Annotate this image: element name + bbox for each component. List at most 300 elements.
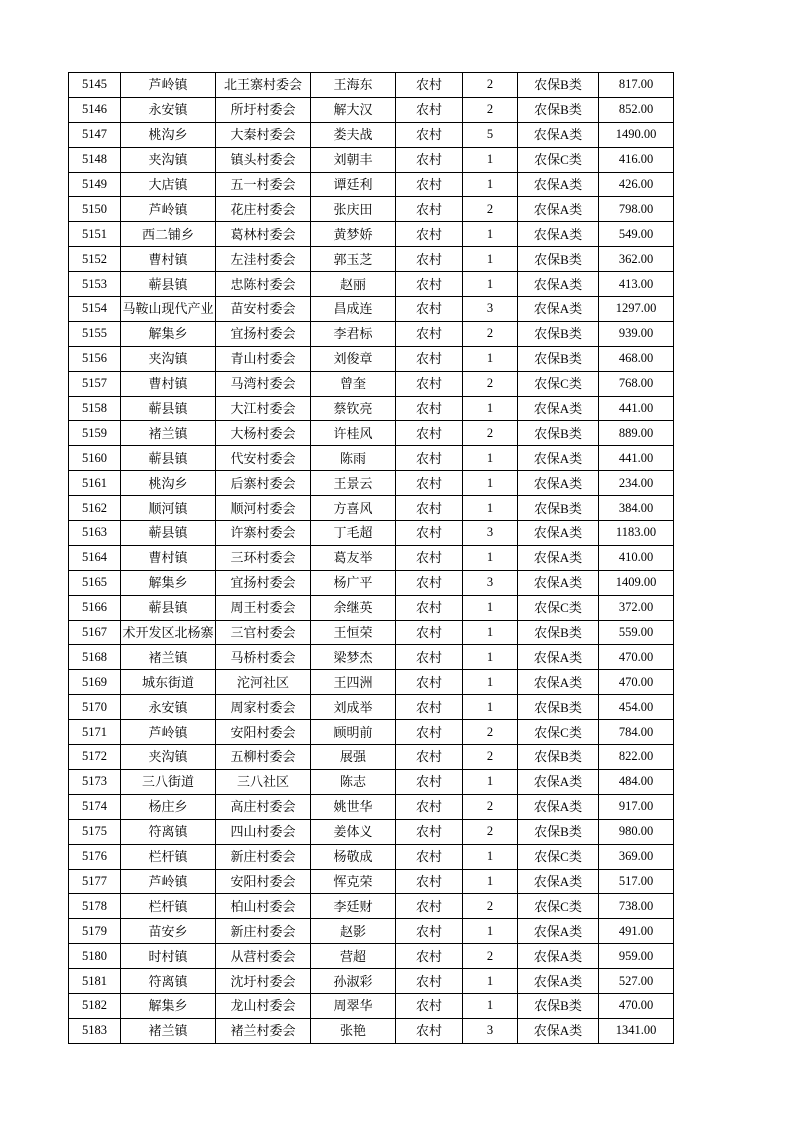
insurance-category-cell: 农保C类 bbox=[518, 894, 599, 919]
table-row bbox=[69, 794, 674, 819]
insurance-category-cell: 农保C类 bbox=[518, 720, 599, 745]
row-id-cell: 5179 bbox=[69, 919, 121, 944]
beneficiary-table bbox=[68, 72, 674, 1044]
insurance-category-cell: 农保A类 bbox=[518, 919, 599, 944]
person-name-cell: 许桂风 bbox=[311, 421, 396, 446]
household-size-cell: 1 bbox=[463, 769, 518, 794]
person-name-cell: 梁梦杰 bbox=[311, 645, 396, 670]
person-name-cell: 王景云 bbox=[311, 471, 396, 496]
township-cell: 褚兰镇 bbox=[121, 1018, 216, 1043]
household-size-cell: 3 bbox=[463, 521, 518, 546]
table-row bbox=[69, 745, 674, 770]
township-cell: 解集乡 bbox=[121, 321, 216, 346]
village-cell: 忠陈村委会 bbox=[216, 272, 311, 297]
amount-cell: 384.00 bbox=[599, 496, 674, 521]
row-id-cell: 5162 bbox=[69, 496, 121, 521]
township-cell: 蕲县镇 bbox=[121, 446, 216, 471]
household-type-cell: 农村 bbox=[396, 769, 463, 794]
township-cell: 曹村镇 bbox=[121, 247, 216, 272]
household-type-cell: 农村 bbox=[396, 1018, 463, 1043]
insurance-category-cell: 农保A类 bbox=[518, 944, 599, 969]
household-type-cell: 农村 bbox=[396, 620, 463, 645]
village-cell: 五一村委会 bbox=[216, 172, 311, 197]
township-cell: 马鞍山现代产业 bbox=[121, 297, 216, 322]
insurance-category-cell: 农保A类 bbox=[518, 197, 599, 222]
row-id-cell: 5181 bbox=[69, 969, 121, 994]
village-cell: 安阳村委会 bbox=[216, 720, 311, 745]
person-name-cell: 李廷财 bbox=[311, 894, 396, 919]
person-name-cell: 孙淑彩 bbox=[311, 969, 396, 994]
row-id-cell: 5145 bbox=[69, 73, 121, 98]
village-cell: 三环村委会 bbox=[216, 545, 311, 570]
household-type-cell: 农村 bbox=[396, 944, 463, 969]
person-name-cell: 周翠华 bbox=[311, 993, 396, 1018]
village-cell: 许寨村委会 bbox=[216, 521, 311, 546]
person-name-cell: 昌成连 bbox=[311, 297, 396, 322]
village-cell: 左洼村委会 bbox=[216, 247, 311, 272]
village-cell: 周王村委会 bbox=[216, 595, 311, 620]
township-cell: 杨庄乡 bbox=[121, 794, 216, 819]
amount-cell: 738.00 bbox=[599, 894, 674, 919]
township-cell: 蕲县镇 bbox=[121, 521, 216, 546]
household-size-cell: 1 bbox=[463, 471, 518, 496]
amount-cell: 980.00 bbox=[599, 819, 674, 844]
table-row bbox=[69, 1018, 674, 1043]
household-size-cell: 2 bbox=[463, 720, 518, 745]
table-row bbox=[69, 247, 674, 272]
township-cell: 蕲县镇 bbox=[121, 396, 216, 421]
row-id-cell: 5170 bbox=[69, 695, 121, 720]
household-size-cell: 1 bbox=[463, 993, 518, 1018]
household-size-cell: 1 bbox=[463, 869, 518, 894]
household-type-cell: 农村 bbox=[396, 172, 463, 197]
household-size-cell: 2 bbox=[463, 794, 518, 819]
person-name-cell: 王四洲 bbox=[311, 670, 396, 695]
insurance-category-cell: 农保B类 bbox=[518, 993, 599, 1018]
row-id-cell: 5171 bbox=[69, 720, 121, 745]
insurance-category-cell: 农保A类 bbox=[518, 396, 599, 421]
insurance-category-cell: 农保A类 bbox=[518, 521, 599, 546]
row-id-cell: 5150 bbox=[69, 197, 121, 222]
insurance-category-cell: 农保A类 bbox=[518, 122, 599, 147]
row-id-cell: 5156 bbox=[69, 346, 121, 371]
village-cell: 四山村委会 bbox=[216, 819, 311, 844]
insurance-category-cell: 农保B类 bbox=[518, 745, 599, 770]
village-cell: 顺河村委会 bbox=[216, 496, 311, 521]
row-id-cell: 5159 bbox=[69, 421, 121, 446]
row-id-cell: 5155 bbox=[69, 321, 121, 346]
township-cell: 大店镇 bbox=[121, 172, 216, 197]
row-id-cell: 5178 bbox=[69, 894, 121, 919]
insurance-category-cell: 农保B类 bbox=[518, 620, 599, 645]
village-cell: 三八社区 bbox=[216, 769, 311, 794]
table-row bbox=[69, 496, 674, 521]
village-cell: 宜扬村委会 bbox=[216, 570, 311, 595]
person-name-cell: 杨敬成 bbox=[311, 844, 396, 869]
household-type-cell: 农村 bbox=[396, 894, 463, 919]
amount-cell: 372.00 bbox=[599, 595, 674, 620]
person-name-cell: 顾明前 bbox=[311, 720, 396, 745]
household-type-cell: 农村 bbox=[396, 570, 463, 595]
township-cell: 曹村镇 bbox=[121, 545, 216, 570]
household-size-cell: 1 bbox=[463, 969, 518, 994]
household-size-cell: 1 bbox=[463, 645, 518, 670]
person-name-cell: 姚世华 bbox=[311, 794, 396, 819]
row-id-cell: 5165 bbox=[69, 570, 121, 595]
row-id-cell: 5157 bbox=[69, 371, 121, 396]
household-type-cell: 农村 bbox=[396, 595, 463, 620]
household-type-cell: 农村 bbox=[396, 521, 463, 546]
township-cell: 苗安乡 bbox=[121, 919, 216, 944]
table-row bbox=[69, 919, 674, 944]
household-size-cell: 1 bbox=[463, 396, 518, 421]
village-cell: 苗安村委会 bbox=[216, 297, 311, 322]
row-id-cell: 5172 bbox=[69, 745, 121, 770]
amount-cell: 413.00 bbox=[599, 272, 674, 297]
insurance-category-cell: 农保A类 bbox=[518, 645, 599, 670]
household-size-cell: 1 bbox=[463, 695, 518, 720]
row-id-cell: 5149 bbox=[69, 172, 121, 197]
village-cell: 安阳村委会 bbox=[216, 869, 311, 894]
household-type-cell: 农村 bbox=[396, 396, 463, 421]
household-type-cell: 农村 bbox=[396, 869, 463, 894]
table-body bbox=[69, 73, 674, 1044]
person-name-cell: 赵影 bbox=[311, 919, 396, 944]
amount-cell: 1341.00 bbox=[599, 1018, 674, 1043]
row-id-cell: 5177 bbox=[69, 869, 121, 894]
table-row bbox=[69, 670, 674, 695]
household-size-cell: 5 bbox=[463, 122, 518, 147]
township-cell: 蕲县镇 bbox=[121, 272, 216, 297]
household-type-cell: 农村 bbox=[396, 645, 463, 670]
row-id-cell: 5167 bbox=[69, 620, 121, 645]
household-type-cell: 农村 bbox=[396, 720, 463, 745]
insurance-category-cell: 农保B类 bbox=[518, 695, 599, 720]
village-cell: 沈圩村委会 bbox=[216, 969, 311, 994]
household-size-cell: 1 bbox=[463, 620, 518, 645]
insurance-category-cell: 农保B类 bbox=[518, 496, 599, 521]
township-cell: 芦岭镇 bbox=[121, 197, 216, 222]
household-size-cell: 2 bbox=[463, 421, 518, 446]
row-id-cell: 5152 bbox=[69, 247, 121, 272]
table-row bbox=[69, 197, 674, 222]
amount-cell: 454.00 bbox=[599, 695, 674, 720]
row-id-cell: 5173 bbox=[69, 769, 121, 794]
township-cell: 芦岭镇 bbox=[121, 73, 216, 98]
person-name-cell: 郭玉芝 bbox=[311, 247, 396, 272]
household-type-cell: 农村 bbox=[396, 969, 463, 994]
row-id-cell: 5153 bbox=[69, 272, 121, 297]
table-row bbox=[69, 446, 674, 471]
insurance-category-cell: 农保B类 bbox=[518, 247, 599, 272]
village-cell: 龙山村委会 bbox=[216, 993, 311, 1018]
amount-cell: 889.00 bbox=[599, 421, 674, 446]
township-cell: 解集乡 bbox=[121, 570, 216, 595]
insurance-category-cell: 农保A类 bbox=[518, 969, 599, 994]
household-size-cell: 2 bbox=[463, 197, 518, 222]
amount-cell: 768.00 bbox=[599, 371, 674, 396]
insurance-category-cell: 农保A类 bbox=[518, 172, 599, 197]
table-row bbox=[69, 97, 674, 122]
amount-cell: 817.00 bbox=[599, 73, 674, 98]
household-type-cell: 农村 bbox=[396, 122, 463, 147]
table-row bbox=[69, 844, 674, 869]
township-cell: 符离镇 bbox=[121, 969, 216, 994]
amount-cell: 369.00 bbox=[599, 844, 674, 869]
table-row bbox=[69, 894, 674, 919]
amount-cell: 517.00 bbox=[599, 869, 674, 894]
table-row bbox=[69, 720, 674, 745]
household-size-cell: 1 bbox=[463, 670, 518, 695]
insurance-category-cell: 农保A类 bbox=[518, 297, 599, 322]
household-type-cell: 农村 bbox=[396, 297, 463, 322]
township-cell: 芦岭镇 bbox=[121, 869, 216, 894]
household-size-cell: 1 bbox=[463, 272, 518, 297]
village-cell: 新庄村委会 bbox=[216, 844, 311, 869]
township-cell: 术开发区北杨寨 bbox=[121, 620, 216, 645]
household-size-cell: 1 bbox=[463, 919, 518, 944]
household-size-cell: 3 bbox=[463, 297, 518, 322]
table-row bbox=[69, 321, 674, 346]
person-name-cell: 张艳 bbox=[311, 1018, 396, 1043]
insurance-category-cell: 农保B类 bbox=[518, 97, 599, 122]
row-id-cell: 5146 bbox=[69, 97, 121, 122]
village-cell: 大江村委会 bbox=[216, 396, 311, 421]
person-name-cell: 李君标 bbox=[311, 321, 396, 346]
village-cell: 葛林村委会 bbox=[216, 222, 311, 247]
table-row bbox=[69, 172, 674, 197]
township-cell: 桃沟乡 bbox=[121, 471, 216, 496]
household-size-cell: 2 bbox=[463, 944, 518, 969]
table-row bbox=[69, 769, 674, 794]
township-cell: 顺河镇 bbox=[121, 496, 216, 521]
household-type-cell: 农村 bbox=[396, 794, 463, 819]
amount-cell: 939.00 bbox=[599, 321, 674, 346]
row-id-cell: 5158 bbox=[69, 396, 121, 421]
household-size-cell: 2 bbox=[463, 894, 518, 919]
household-size-cell: 2 bbox=[463, 97, 518, 122]
insurance-category-cell: 农保A类 bbox=[518, 570, 599, 595]
row-id-cell: 5174 bbox=[69, 794, 121, 819]
table-row bbox=[69, 620, 674, 645]
insurance-category-cell: 农保B类 bbox=[518, 346, 599, 371]
person-name-cell: 姜体义 bbox=[311, 819, 396, 844]
amount-cell: 410.00 bbox=[599, 545, 674, 570]
household-size-cell: 1 bbox=[463, 147, 518, 172]
household-type-cell: 农村 bbox=[396, 919, 463, 944]
amount-cell: 470.00 bbox=[599, 670, 674, 695]
person-name-cell: 黄梦娇 bbox=[311, 222, 396, 247]
household-type-cell: 农村 bbox=[396, 346, 463, 371]
amount-cell: 959.00 bbox=[599, 944, 674, 969]
row-id-cell: 5147 bbox=[69, 122, 121, 147]
amount-cell: 441.00 bbox=[599, 446, 674, 471]
township-cell: 夹沟镇 bbox=[121, 745, 216, 770]
person-name-cell: 娄夫战 bbox=[311, 122, 396, 147]
household-type-cell: 农村 bbox=[396, 496, 463, 521]
amount-cell: 1490.00 bbox=[599, 122, 674, 147]
household-size-cell: 1 bbox=[463, 222, 518, 247]
person-name-cell: 葛友举 bbox=[311, 545, 396, 570]
village-cell: 镇头村委会 bbox=[216, 147, 311, 172]
village-cell: 大秦村委会 bbox=[216, 122, 311, 147]
insurance-category-cell: 农保A类 bbox=[518, 545, 599, 570]
household-type-cell: 农村 bbox=[396, 272, 463, 297]
table-row bbox=[69, 272, 674, 297]
insurance-category-cell: 农保A类 bbox=[518, 869, 599, 894]
person-name-cell: 谭廷利 bbox=[311, 172, 396, 197]
township-cell: 栏杆镇 bbox=[121, 844, 216, 869]
table-row bbox=[69, 645, 674, 670]
amount-cell: 549.00 bbox=[599, 222, 674, 247]
row-id-cell: 5168 bbox=[69, 645, 121, 670]
township-cell: 三八街道 bbox=[121, 769, 216, 794]
table-row bbox=[69, 297, 674, 322]
village-cell: 马湾村委会 bbox=[216, 371, 311, 396]
person-name-cell: 恽克荣 bbox=[311, 869, 396, 894]
household-size-cell: 2 bbox=[463, 371, 518, 396]
household-type-cell: 农村 bbox=[396, 421, 463, 446]
village-cell: 后寨村委会 bbox=[216, 471, 311, 496]
row-id-cell: 5176 bbox=[69, 844, 121, 869]
village-cell: 大杨村委会 bbox=[216, 421, 311, 446]
household-type-cell: 农村 bbox=[396, 993, 463, 1018]
person-name-cell: 陈志 bbox=[311, 769, 396, 794]
row-id-cell: 5151 bbox=[69, 222, 121, 247]
amount-cell: 234.00 bbox=[599, 471, 674, 496]
table-row bbox=[69, 869, 674, 894]
amount-cell: 822.00 bbox=[599, 745, 674, 770]
table-row bbox=[69, 122, 674, 147]
township-cell: 永安镇 bbox=[121, 695, 216, 720]
village-cell: 沱河社区 bbox=[216, 670, 311, 695]
amount-cell: 416.00 bbox=[599, 147, 674, 172]
village-cell: 马桥村委会 bbox=[216, 645, 311, 670]
household-type-cell: 农村 bbox=[396, 73, 463, 98]
household-type-cell: 农村 bbox=[396, 197, 463, 222]
person-name-cell: 刘俊章 bbox=[311, 346, 396, 371]
township-cell: 符离镇 bbox=[121, 819, 216, 844]
row-id-cell: 5164 bbox=[69, 545, 121, 570]
household-size-cell: 1 bbox=[463, 545, 518, 570]
household-type-cell: 农村 bbox=[396, 371, 463, 396]
table-row bbox=[69, 545, 674, 570]
row-id-cell: 5180 bbox=[69, 944, 121, 969]
insurance-category-cell: 农保B类 bbox=[518, 321, 599, 346]
row-id-cell: 5166 bbox=[69, 595, 121, 620]
insurance-category-cell: 农保A类 bbox=[518, 222, 599, 247]
row-id-cell: 5154 bbox=[69, 297, 121, 322]
township-cell: 褚兰镇 bbox=[121, 421, 216, 446]
table-row bbox=[69, 570, 674, 595]
amount-cell: 784.00 bbox=[599, 720, 674, 745]
village-cell: 代安村委会 bbox=[216, 446, 311, 471]
insurance-category-cell: 农保A类 bbox=[518, 272, 599, 297]
row-id-cell: 5161 bbox=[69, 471, 121, 496]
township-cell: 曹村镇 bbox=[121, 371, 216, 396]
household-size-cell: 1 bbox=[463, 595, 518, 620]
household-type-cell: 农村 bbox=[396, 819, 463, 844]
row-id-cell: 5175 bbox=[69, 819, 121, 844]
village-cell: 三官村委会 bbox=[216, 620, 311, 645]
person-name-cell: 杨广平 bbox=[311, 570, 396, 595]
household-size-cell: 1 bbox=[463, 844, 518, 869]
village-cell: 北王寨村委会 bbox=[216, 73, 311, 98]
person-name-cell: 丁毛超 bbox=[311, 521, 396, 546]
township-cell: 夹沟镇 bbox=[121, 346, 216, 371]
row-id-cell: 5148 bbox=[69, 147, 121, 172]
village-cell: 宜扬村委会 bbox=[216, 321, 311, 346]
row-id-cell: 5169 bbox=[69, 670, 121, 695]
township-cell: 桃沟乡 bbox=[121, 122, 216, 147]
amount-cell: 559.00 bbox=[599, 620, 674, 645]
amount-cell: 426.00 bbox=[599, 172, 674, 197]
township-cell: 解集乡 bbox=[121, 993, 216, 1018]
amount-cell: 470.00 bbox=[599, 645, 674, 670]
person-name-cell: 陈雨 bbox=[311, 446, 396, 471]
insurance-category-cell: 农保B类 bbox=[518, 819, 599, 844]
person-name-cell: 营超 bbox=[311, 944, 396, 969]
amount-cell: 441.00 bbox=[599, 396, 674, 421]
village-cell: 高庄村委会 bbox=[216, 794, 311, 819]
household-size-cell: 3 bbox=[463, 570, 518, 595]
person-name-cell: 展强 bbox=[311, 745, 396, 770]
household-type-cell: 农村 bbox=[396, 222, 463, 247]
insurance-category-cell: 农保A类 bbox=[518, 1018, 599, 1043]
household-type-cell: 农村 bbox=[396, 446, 463, 471]
table-row bbox=[69, 993, 674, 1018]
person-name-cell: 王海东 bbox=[311, 73, 396, 98]
person-name-cell: 赵丽 bbox=[311, 272, 396, 297]
household-type-cell: 农村 bbox=[396, 670, 463, 695]
township-cell: 夹沟镇 bbox=[121, 147, 216, 172]
township-cell: 栏杆镇 bbox=[121, 894, 216, 919]
township-cell: 褚兰镇 bbox=[121, 645, 216, 670]
household-size-cell: 3 bbox=[463, 1018, 518, 1043]
row-id-cell: 5163 bbox=[69, 521, 121, 546]
person-name-cell: 蔡钦亮 bbox=[311, 396, 396, 421]
table-row bbox=[69, 521, 674, 546]
person-name-cell: 解大汉 bbox=[311, 97, 396, 122]
household-size-cell: 1 bbox=[463, 446, 518, 471]
amount-cell: 362.00 bbox=[599, 247, 674, 272]
insurance-category-cell: 农保A类 bbox=[518, 670, 599, 695]
household-size-cell: 1 bbox=[463, 496, 518, 521]
person-name-cell: 刘成举 bbox=[311, 695, 396, 720]
amount-cell: 1409.00 bbox=[599, 570, 674, 595]
village-cell: 新庄村委会 bbox=[216, 919, 311, 944]
household-size-cell: 2 bbox=[463, 745, 518, 770]
table-row bbox=[69, 695, 674, 720]
household-type-cell: 农村 bbox=[396, 97, 463, 122]
household-type-cell: 农村 bbox=[396, 695, 463, 720]
row-id-cell: 5160 bbox=[69, 446, 121, 471]
township-cell: 永安镇 bbox=[121, 97, 216, 122]
township-cell: 蕲县镇 bbox=[121, 595, 216, 620]
person-name-cell: 曾奎 bbox=[311, 371, 396, 396]
table-row bbox=[69, 371, 674, 396]
table-row bbox=[69, 147, 674, 172]
village-cell: 周家村委会 bbox=[216, 695, 311, 720]
amount-cell: 852.00 bbox=[599, 97, 674, 122]
insurance-category-cell: 农保C类 bbox=[518, 147, 599, 172]
household-type-cell: 农村 bbox=[396, 321, 463, 346]
village-cell: 所圩村委会 bbox=[216, 97, 311, 122]
table-row bbox=[69, 396, 674, 421]
person-name-cell: 王恒荣 bbox=[311, 620, 396, 645]
table-row bbox=[69, 595, 674, 620]
household-size-cell: 1 bbox=[463, 247, 518, 272]
